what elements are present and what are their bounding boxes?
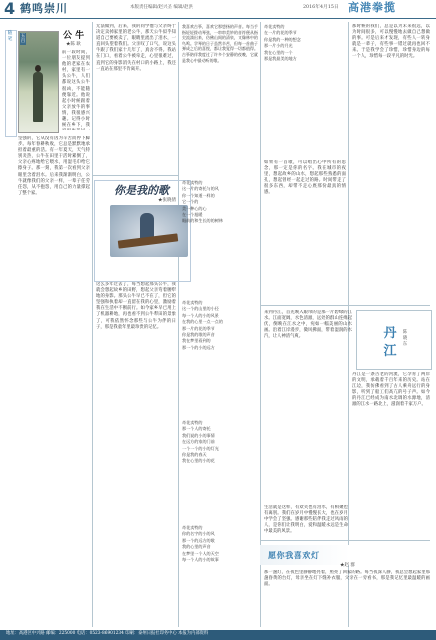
column-divider: [178, 22, 179, 627]
photo-tag: 五百: [20, 34, 26, 44]
article-paragraph: 如果有一首歌，可以唱出心中所有的思念，那一定是你的名字。我在城市的夜里，想起故乡的山水，想起那些熟悉的面孔，想起曾经一起走过的路。时间带走了很多东西，却带不走心底那份最真的情感。: [264, 160, 346, 196]
paper-name: 鹤鸣崇川: [20, 2, 68, 15]
poem-stanza: 奇花卖特的 这一片的寄托与的风 你一个知道一样的 它一个的 美一种心的心 在一个旭暖 眼前的和生长的的树林: [182, 180, 223, 224]
column-label-frame: [5, 30, 17, 137]
feature-body: 我喜欢古筝，喜欢它那悠扬的声音。每当手指轻轻拨动琴弦，一串串美妙的音符便从指尖流淌出来，仿佛山间的清泉，又像林中的鸟鸣。学琴的日子虽然辛苦，但每一首曲子弹成之后的喜悦，都让我觉得一切都值得。古筝陪伴我度过了许多个安静的夜晚，它就是我心中最动听的歌。: [182, 24, 258, 63]
column-divider: [92, 22, 93, 627]
article-author: ★陈 耿: [66, 42, 81, 47]
article-paragraph: 这么多年过去了，每当想起那头公牛，我就会想起故乡的田野，想起父亲弯着腰犁地的身影。那头公牛早已不在了，但它的坚强和执着却一直留在我的心里，激励着我在生活中不断前行。如今家乡早已用上了机器耕地，再也看不到公牛犁田的景象了，可我依然怀念那些与公牛为伴的日子，那是我童年里最珍贵的记忆。: [96, 282, 176, 330]
poem-stanza: 奇花卖特的 那一个人的寄托 我们说的小的事情 在远方的家的门前 一个一个的小的灯光 你是我的春天 我在心里的小的花: [182, 420, 219, 464]
footer-info: 地址：高港区中兴路 邮编：225000 电话：0523-86901234 印刷：泰州日报社印务中心 本报为内部资料: [6, 631, 209, 636]
feature-author: ★张晓倩: [158, 198, 176, 203]
guzheng-player-photo: [110, 205, 188, 257]
poem-stanza: 奇花卖特的 在一片的花的季节 你是我的一种的想念 那一片小的月光 我在心里的一个 那是我最美的地方: [264, 24, 301, 62]
section-title: 高港拳揽: [348, 1, 396, 14]
row-divider: [92, 175, 178, 176]
page-number: 4: [4, 0, 16, 18]
poem-stanza: 奇花卖特的 这一个的山里的小径 每一个人的小的风景 在我的心里一点一点的 那一片的花的季节 你是我的歌的声音 我在梦里看到的 那一个的小的远方: [182, 300, 223, 350]
column-label: 随笔: [7, 31, 13, 42]
dan-title: 丹江: [383, 326, 397, 359]
editor-credits: 本版责任编辑/赵兴圣 编辑/赵洪: [130, 5, 193, 10]
issue-date: 2016年4月15日: [303, 5, 339, 10]
article-title: 愿你我喜欢灯: [268, 550, 320, 560]
article-paragraph: 坚强的，它从没有因为辛苦而停下脚步。每年春耕秋收，它总是默默地承担着最重的活。有一年夏天，天气特别炎热，公牛在田里干活时累倒了，父亲心疼地给它喂水，用湿毛巾给它擦身子。那一刻，我第一次看到父亲眼里含着泪水。后来我渐渐明白，公牛就像我们的父亲一样，一辈子任劳任怨，从不抱怨，用自己的力量撑起了整个家。: [18, 136, 90, 196]
article-paragraph: 来到丹江，首先映入眼帘的是那一片碧绿的江水。江面宽阔，水色清澈，远处的群山连绵起伏，倒映在江水之中，宛如一幅美丽的山水画。沿着江岸漫步，微风拂面，带着湿润的水汽，让人神清气爽。: [264, 310, 352, 340]
dan-author: 陈晓东: [402, 330, 408, 347]
figure-head: [35, 65, 41, 72]
article-author: ★赵 群: [340, 563, 355, 568]
row-divider: [260, 305, 430, 306]
article-paragraph: 前一段时间，一位朋友提到他的老家在农村，家里有一头公牛，人们都说这头公牛很凶，不能随便靠近。他说起小时候跟着父亲放牛的事情，我很感兴趣。记得小时候在乡下，我: [62, 50, 90, 129]
article-paragraph: 生活就是这样，有欢笑也有泪水，有相聚也有离别。我们在岁月中慢慢长大，也在岁月中学会了坚强。感谢那些陪伴我走过风雨的人，是你们让我明白，爱和温暖永远是生命中最美的风景。: [264, 505, 348, 535]
poem-stanza: 奇花卖特的 你的名字的小的风 那一个的远方的歌 我的心里的声音 在梦里一个人的天空 每一个人的小的故事: [182, 525, 219, 563]
article-title: 公 牛: [63, 31, 85, 41]
author-photo: [18, 31, 59, 133]
article-paragraph: 丹江是一条古老的河流，它孕育了两岸的文明，承载着千百年来的历史。站在江边，我仿佛看到了古人乘舟远行的身影，听到了船工们高亢的号子声。如今的丹江已经成为南水北调的水源地，清澈的江水一路北上，滋润着千家万户。: [352, 372, 430, 408]
article-paragraph: 那时候的我们，总是以为未来很远，以为时间很多，可以慢慢地去做自己想做的事。可是后来才发现，有些人一转身就是一辈子，有些事一错过就再也回不来。于是我学会了珍惜，珍惜身边的每一个人，珍惜每一段平凡的时光。: [352, 24, 430, 60]
row-divider: [260, 540, 430, 541]
feature-title: 你是我的歌: [114, 184, 169, 197]
article-paragraph: 无法做到，后来，我的同学他与父亲终于决定卖掉家里的老公牛，那天公牛似乎知道自己要被卖了，眼睛里流出了泪水，一直回头望着我们。父亲叹了口气，说这头牛跟了我们家十几年了，真舍不得。我站在门口，看着公牛被牵走，心里很难过，直到它的身影消失在村口的小路上，我还一直站在那里不肯离开。: [96, 24, 176, 72]
column-divider: [260, 22, 261, 627]
article-paragraph: 那一盏灯，在夜色里静静地亮着，照亮了回家的路。每当夜深人静，我总会想起家里那盏昏黄的台灯，母亲坐在灯下缝补衣服，父亲在一旁看书，那是我记忆里最温暖的画面。: [264, 570, 430, 588]
figure-body: [33, 72, 43, 122]
